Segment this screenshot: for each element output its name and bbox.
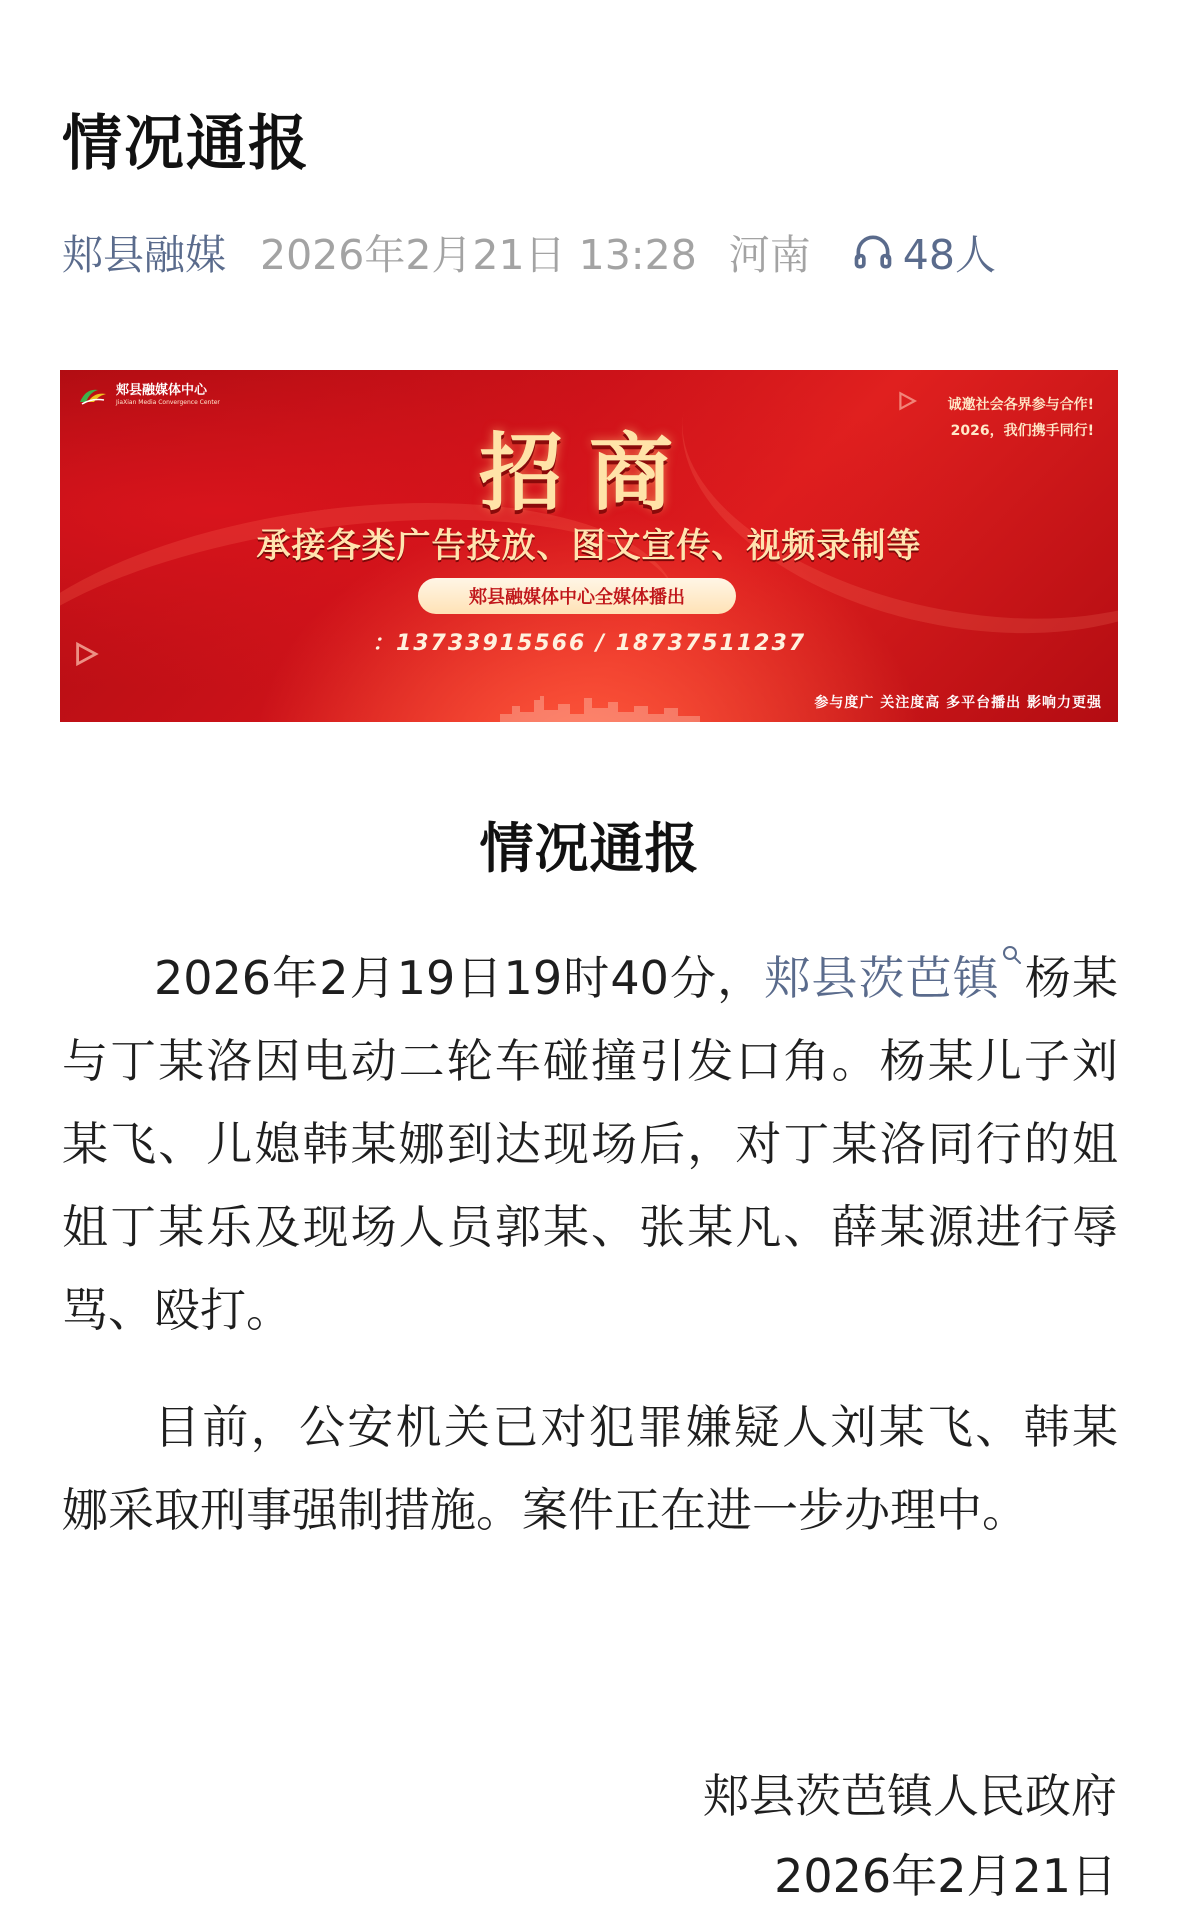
play-triangle-icon (72, 640, 100, 668)
article-paragraph (62, 937, 1118, 1352)
media-center-logo-icon (78, 384, 108, 406)
paragraph-lead-text: 2026年2月19日19时40分， (154, 951, 765, 1005)
listen-button[interactable] (851, 222, 996, 281)
banner-features: 参与度广 关注度高 多平台播出 影响力更强 (814, 695, 1102, 711)
page-title: 情况通报 (62, 109, 310, 179)
source-account-link[interactable]: 郏县融媒 (62, 231, 226, 279)
publish-date: 2026年2月21日 13:28 (260, 231, 697, 279)
signature-org: 郏县茨芭镇人民政府 (703, 1769, 1117, 1823)
banner-logo-text: 郏县融媒体中心 (116, 383, 208, 398)
headphone-icon (851, 230, 895, 274)
publish-region: 河南 (728, 231, 811, 279)
article-paragraph: 目前，公安机关已对犯罪嫌疑人刘某飞、韩某娜采取刑事强制措施。案件正在进一步办理中。 (62, 1400, 1118, 1537)
banner-logo-subtext: JiaXian Media Convergence Center (116, 399, 220, 406)
signature (703, 1756, 1117, 1916)
banner-services: 承接各类广告投放、图文宣传、视频录制等 (256, 526, 922, 566)
banner-invite-line: 2026，我们携手同行! (950, 423, 1094, 439)
city-skyline-icon (500, 692, 700, 722)
paragraph-body-text: 杨某与丁某洛因电动二轮车碰撞引发口角。杨某儿子刘某飞、儿媳韩某娜到达现场后，对丁某洛同行的姐姐丁某乐及现场人员郭某、张某凡、薛某源进行辱骂、殴打。 (62, 951, 1119, 1337)
signature-date: 2026年2月21日 (774, 1849, 1117, 1903)
ad-banner[interactable] (60, 370, 1118, 722)
banner-title: 招商 (478, 424, 699, 522)
place-link[interactable] (764, 951, 1024, 1005)
article-heading: 情况通报 (479, 817, 700, 880)
article-meta (62, 222, 996, 281)
banner-phone-numbers: ：13733915566 / 18737511237 (371, 631, 807, 656)
banner-invite-line: 诚邀社会各界参与合作! (947, 397, 1094, 413)
search-icon (1000, 943, 1024, 967)
banner-pill: 郏县融媒体中心全媒体播出 (418, 578, 736, 614)
banner-logo (78, 384, 220, 406)
listen-count: 48人 (902, 231, 996, 279)
place-link-text: 郏县茨芭镇 (764, 951, 1000, 1005)
